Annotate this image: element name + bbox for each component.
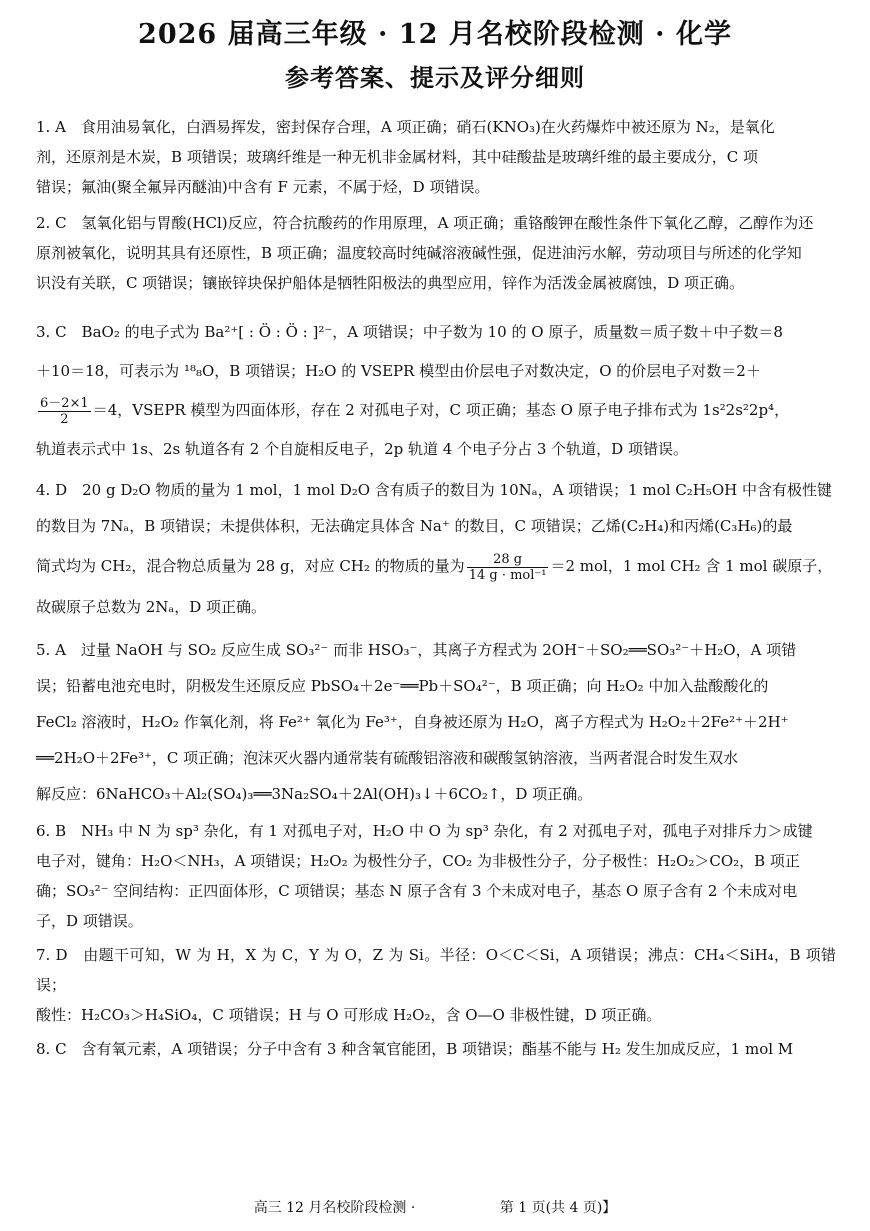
answer-line: FeCl₂ 溶液时，H₂O₂ 作氧化剂，将 Fe²⁺ 氧化为 Fe³⁺，自身被还原为 H₂O，离子方程式为 H₂O₂＋2Fe²⁺＋2H⁺ [36,713,789,731]
fraction [38,396,91,427]
answer-line-text: ＝2 mol，1 mol CH₂ 含 1 mol 碳原子， [550,557,833,575]
answer-line: 确；SO₃²⁻ 空间结构：正四面体形，C 项错误；基态 N 原子含有 3 个未成对电子，基态 O 原子含有 2 个未成对电 [36,882,798,900]
answer-line: 故碳原子总数为 2Nₐ，D 项正确。 [36,598,267,616]
answer-2 [36,208,836,298]
answer-line: 子，D 项错误。 [36,912,143,930]
page-footer [0,1197,870,1217]
answer-1 [36,112,836,202]
fraction-numerator: 28 g [467,552,549,568]
answer-5 [36,632,836,812]
answer-line: 5. A 过量 NaOH 与 SO₂ 反应生成 SO₃²⁻ 而非 HSO₃⁻，其离子方程式为 2OH⁻＋SO₂══SO₃²⁻＋H₂O，A 项错 [36,641,797,659]
fraction-denominator: 14 g · mol⁻¹ [468,567,547,583]
answer-6 [36,816,836,936]
answer-line: 6. B NH₃ 中 N 为 sp³ 杂化，有 1 对孤电子对，H₂O 中 O 为 sp³ 杂化，有 2 对孤电子对，孤电子对排斥力＞成键 [36,822,813,840]
fraction [467,552,549,583]
answer-line: 轨道表示式中 1s、2s 轨道各有 2 个自旋相反电子，2p 轨道 4 个电子分占 3 个轨道，D 项错误。 [36,440,688,458]
answer-line: 误；铅蓄电池充电时，阴极发生还原反应 PbSO₄＋2e⁻══Pb＋SO₄²⁻，B 项正确；向 H₂O₂ 中加入盐酸酸化的 [36,677,769,695]
answer-line: 2. C 氢氧化铝与胃酸(HCl)反应，符合抗酸药的作用原理，A 项正确；重铬酸钾在酸性条件下氧化乙醇，乙醇作为还 [36,214,814,232]
page-title: 2026 届高三年级 · 12 月名校阶段检测 · 化学 [138,19,732,50]
answer-content [36,112,836,1064]
footer-exam-name: 高三 12 月名校阶段检测 · [253,1200,416,1216]
fraction-denominator: 2 [60,411,69,427]
answer-line: 酸性：H₂CO₃＞H₄SiO₄，C 项错误；H 与 O 可形成 H₂O₂，含 O—O 非极性键，D 项正确。 [36,1006,662,1024]
answer-8 [36,1034,836,1064]
answer-formula-line [36,390,836,430]
page-subtitle: 参考答案、提示及评分细则 [285,63,585,92]
footer-page-number: 第 1 页(共 4 页)】 [499,1200,617,1216]
answer-line: 识没有关联，C 项错误；镶嵌锌块保护船体是牺牲阳极法的典型应用，锌作为活泼金属被腐蚀，D 项正确。 [36,274,745,292]
answer-line: 剂，还原剂是木炭，B 项错误；玻璃纤维是一种无机非金属材料，其中硅酸盐是玻璃纤维的最主要成分，C 项 [36,148,759,166]
answer-line: 电子对，键角：H₂O＜NH₃，A 项错误；H₂O₂ 为极性分子，CO₂ 为非极性分子，分子极性：H₂O₂＞CO₂，B 项正 [36,852,800,870]
answer-line: 3. C BaO₂ 的电子式为 Ba²⁺[ : Ö : Ö : ]²⁻，A 项错误；中子数为 10 的 O 原子，质量数＝质子数＋中子数＝8 [36,323,783,341]
answer-line: 7. D 由题干可知，W 为 H，X 为 C，Y 为 O，Z 为 Si。半径：O＜C＜Si，A 项错误；沸点：CH₄＜SiH₄，B 项错误； [36,946,836,994]
answer-line: 的数目为 7Nₐ，B 项错误；未提供体积，无法确定具体含 Na⁺ 的数目，C 项错误；乙烯(C₂H₄)和丙烯(C₃H₆)的最 [36,517,793,535]
answer-line: 1. A 食用油易氧化，白酒易挥发，密封保存合理，A 项正确；硝石(KNO₃)在火药爆炸中被还原为 N₂，是氧化 [36,118,775,136]
answer-7 [36,940,836,1030]
answer-formula-line [36,544,836,588]
fraction-numerator: 6－2×1 [40,395,89,411]
answer-line-text: 简式均为 CH₂，混合物总质量为 28 g，对应 CH₂ 的物质的量为 [36,557,465,575]
answer-line: ＋10＝18，可表示为 ¹⁸₈O，B 项错误；H₂O 的 VSEPR 模型由价层电子对数决定，O 的价层电子对数＝2＋ [36,362,761,380]
answer-4 [36,472,836,626]
answer-line: 错误；氟油(聚全氟异丙醚油)中含有 F 元素，不属于烃，D 项错误。 [36,178,490,196]
answer-line: 8. C 含有氧元素，A 项错误；分子中含有 3 种含氧官能团，B 项错误；酯基不能与 H₂ 发生加成反应，1 mol M [36,1040,794,1058]
answer-line: ══2H₂O＋2Fe³⁺，C 项正确；泡沫灭火器内通常装有硫酸铝溶液和碳酸氢钠溶液，当两者混合时发生双水 [36,749,739,767]
answer-line-text: ＝4，VSEPR 模型为四面体形，存在 2 对孤电子对，C 项正确；基态 O 原子电子排布式为 1s²2s²2p⁴， [92,401,790,419]
answer-line: 4. D 20 g D₂O 物质的量为 1 mol，1 mol D₂O 含有质子的数目为 10Nₐ，A 项错误；1 mol C₂H₅OH 中含有极性键 [36,481,833,499]
answer-line: 解反应：6NaHCO₃＋Al₂(SO₄)₃══3Na₂SO₄＋2Al(OH)₃↓＋6CO₂↑，D 项正确。 [36,785,593,803]
answer-line: 原剂被氧化，说明其具有还原性，B 项正确；温度较高时纯碱溶液碱性强，促进油污水解，劳动项目与所述的化学知 [36,244,802,262]
answer-3 [36,312,836,468]
